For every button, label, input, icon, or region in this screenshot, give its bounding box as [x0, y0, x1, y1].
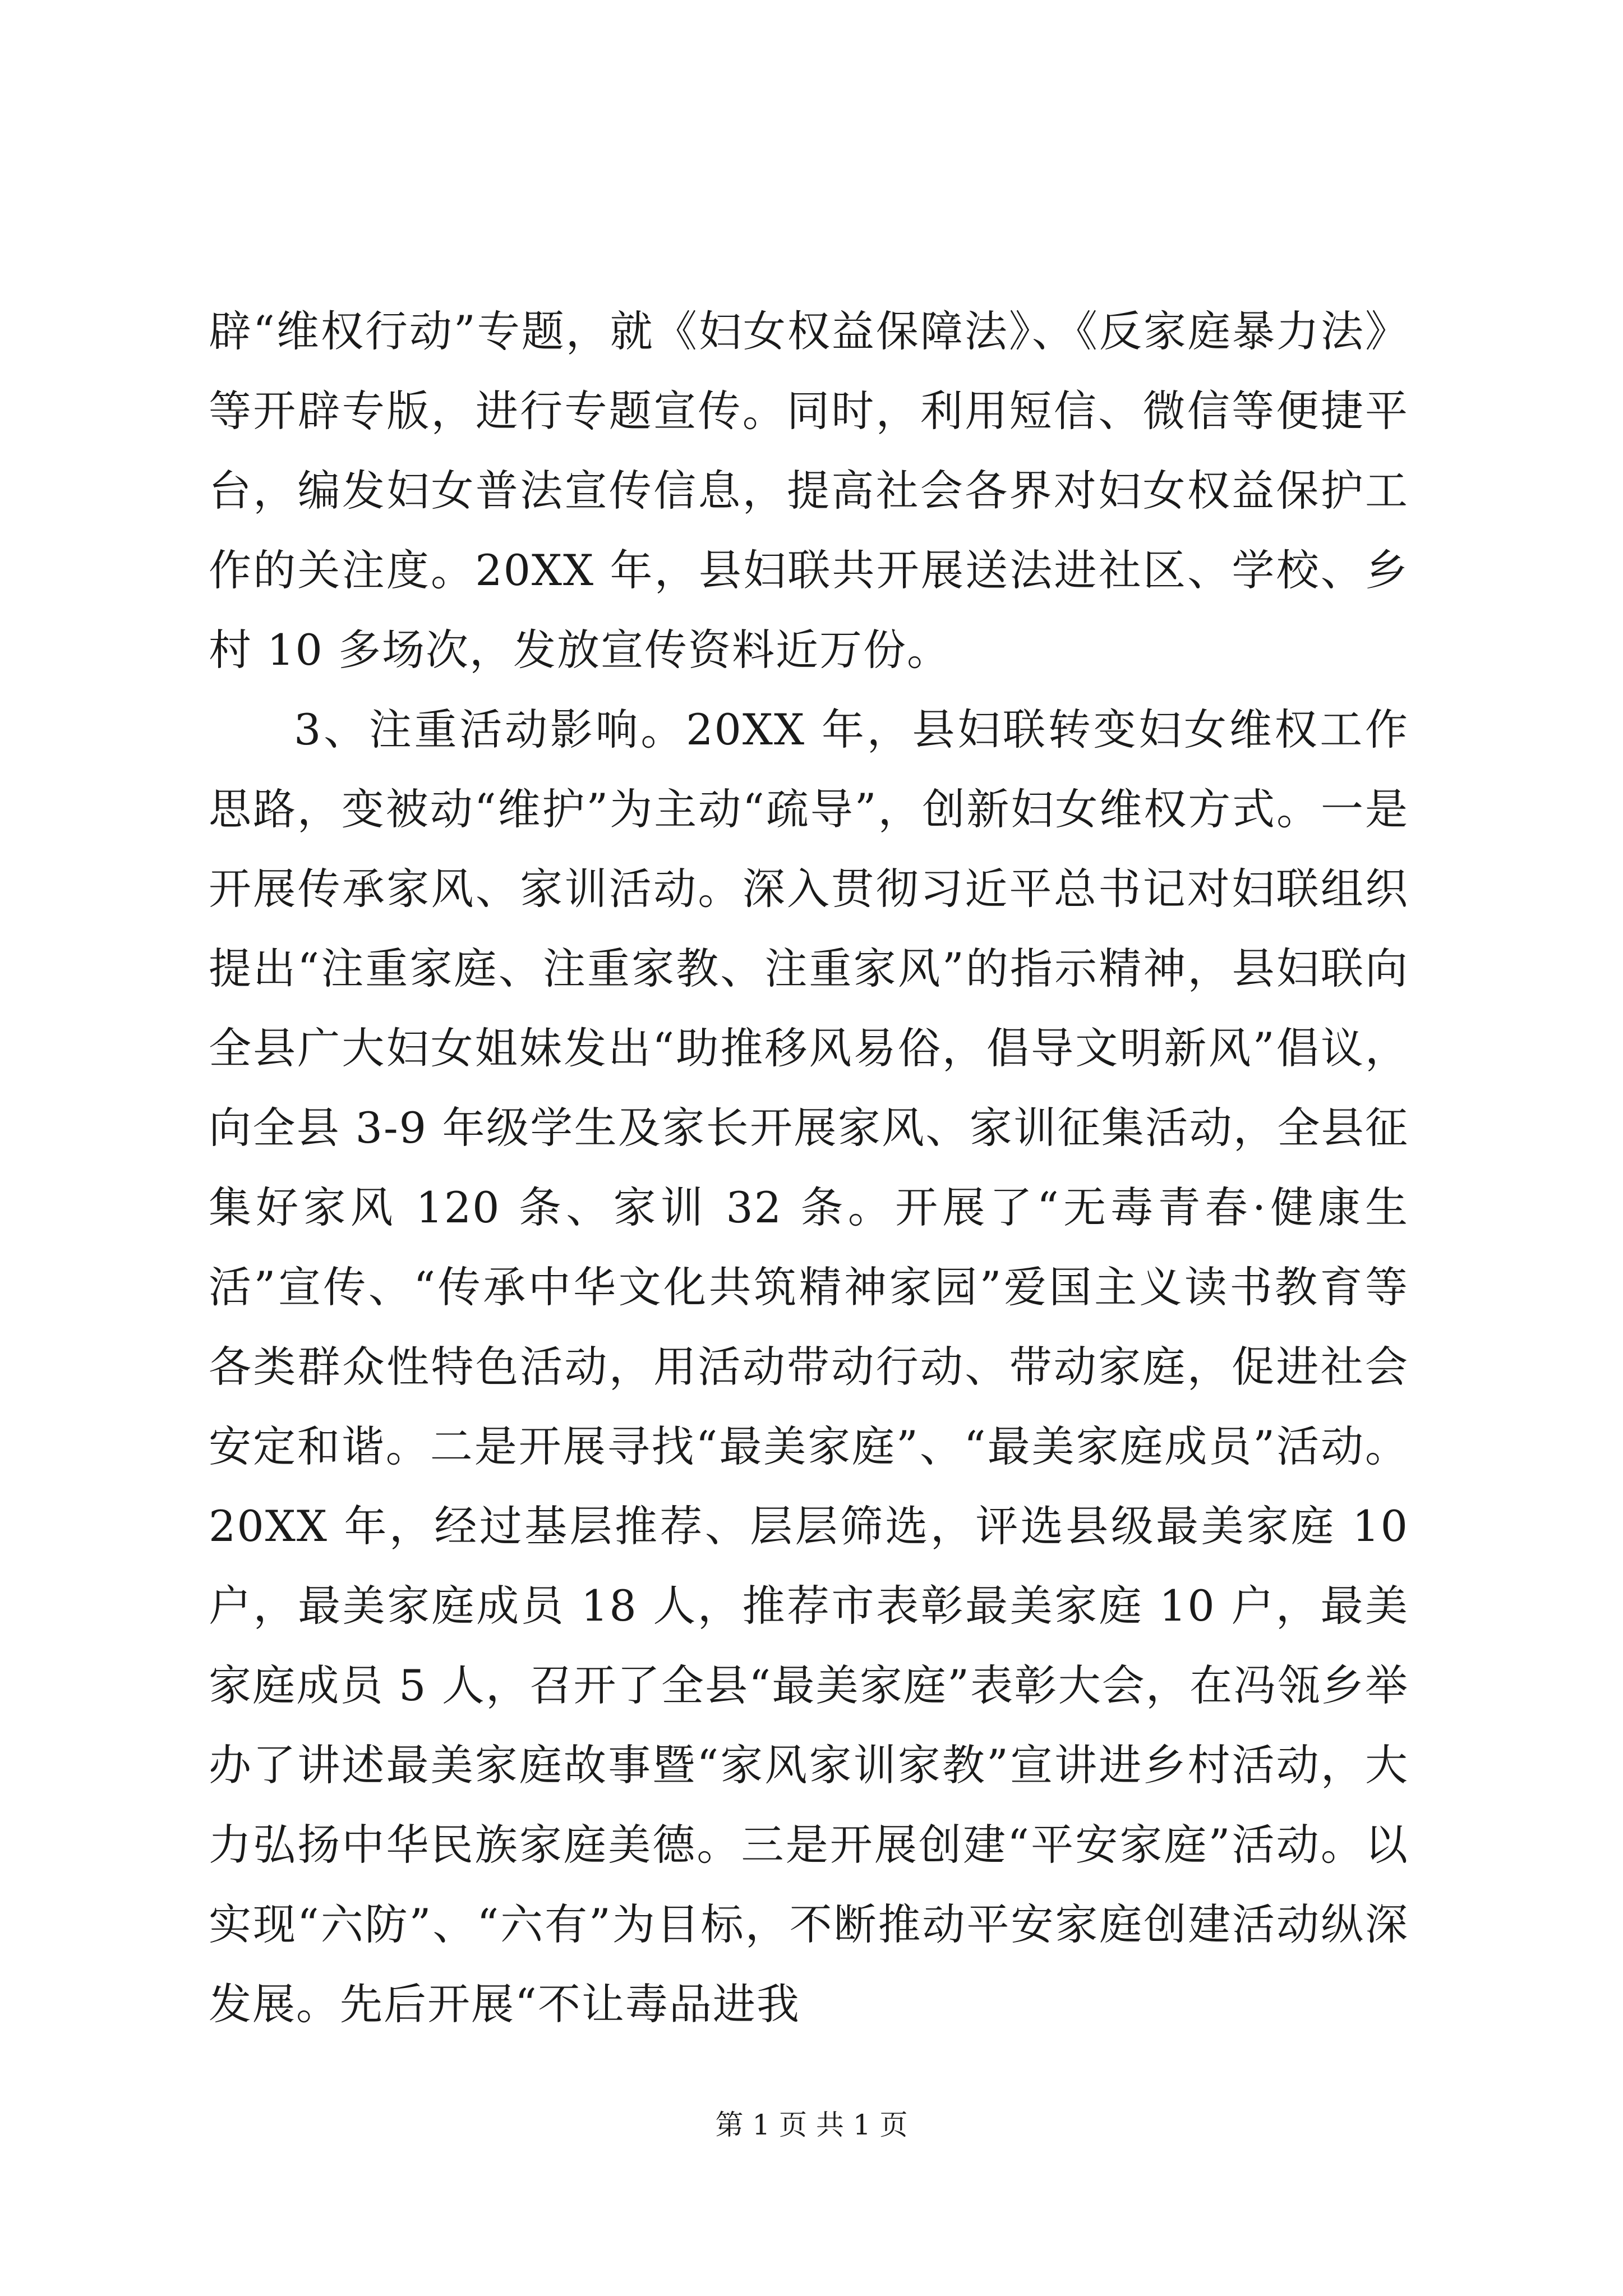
paragraph-continuation: 辟“维权行动”专题，就《妇女权益保障法》、《反家庭暴力法》等开辟专版，进行专题宣传。同时，利用短信、微信等便捷平台，编发妇女普法宣传信息，提高社会各界对妇女权益保护工作的关注度。20XX 年，县妇联共开展送法进社区、学校、乡村 10 多场次，发放宣传资料近万份。 — [209, 306, 1409, 675]
page-footer: 第 1 页 共 1 页 — [715, 2109, 908, 2141]
document-body — [209, 292, 1409, 2044]
paragraph-activities: 3、注重活动影响。20XX 年，县妇联转变妇女维权工作思路，变被动“维护”为主动“疏导”，创新妇女维权方式。一是开展传承家风、家训活动。深入贯彻习近平总书记对妇联组织提出“注重家庭、注重家教、注重家风”的指示精神，县妇联向全县广大妇女姐妹发出“助推移风易俗，倡导文明新风”倡议，向全县 3-9 年级学生及家长开展家风、家训征集活动，全县征集好家风 120 条、家训 32 条。开展了“无毒青春·健康生活”宣传、“传承中华文化共筑精神家园”爱国主义读书教育等各类群众性特色活动，用活动带动行动、带动家庭，促进社会安定和谐。二是开展寻找“最美家庭”、“最美家庭成员”活动。20XX 年，经过基层推荐、层层筛选，评选县级最美家庭 10 户，最美家庭成员 18 人，推荐市表彰最美家庭 10 户，最美家庭成员 5 人，召开了全县“最美家庭”表彰大会，在冯瓴乡举办了讲述最美家庭故事暨“家风家训家教”宣讲进乡村活动，大力弘扬中华民族家庭美德。三是开展创建“平安家庭”活动。以实现“六防”、“六有”为目标，不断推动平安家庭创建活动纵深发展。先后开展“不让毒品进我 — [209, 705, 1409, 2029]
